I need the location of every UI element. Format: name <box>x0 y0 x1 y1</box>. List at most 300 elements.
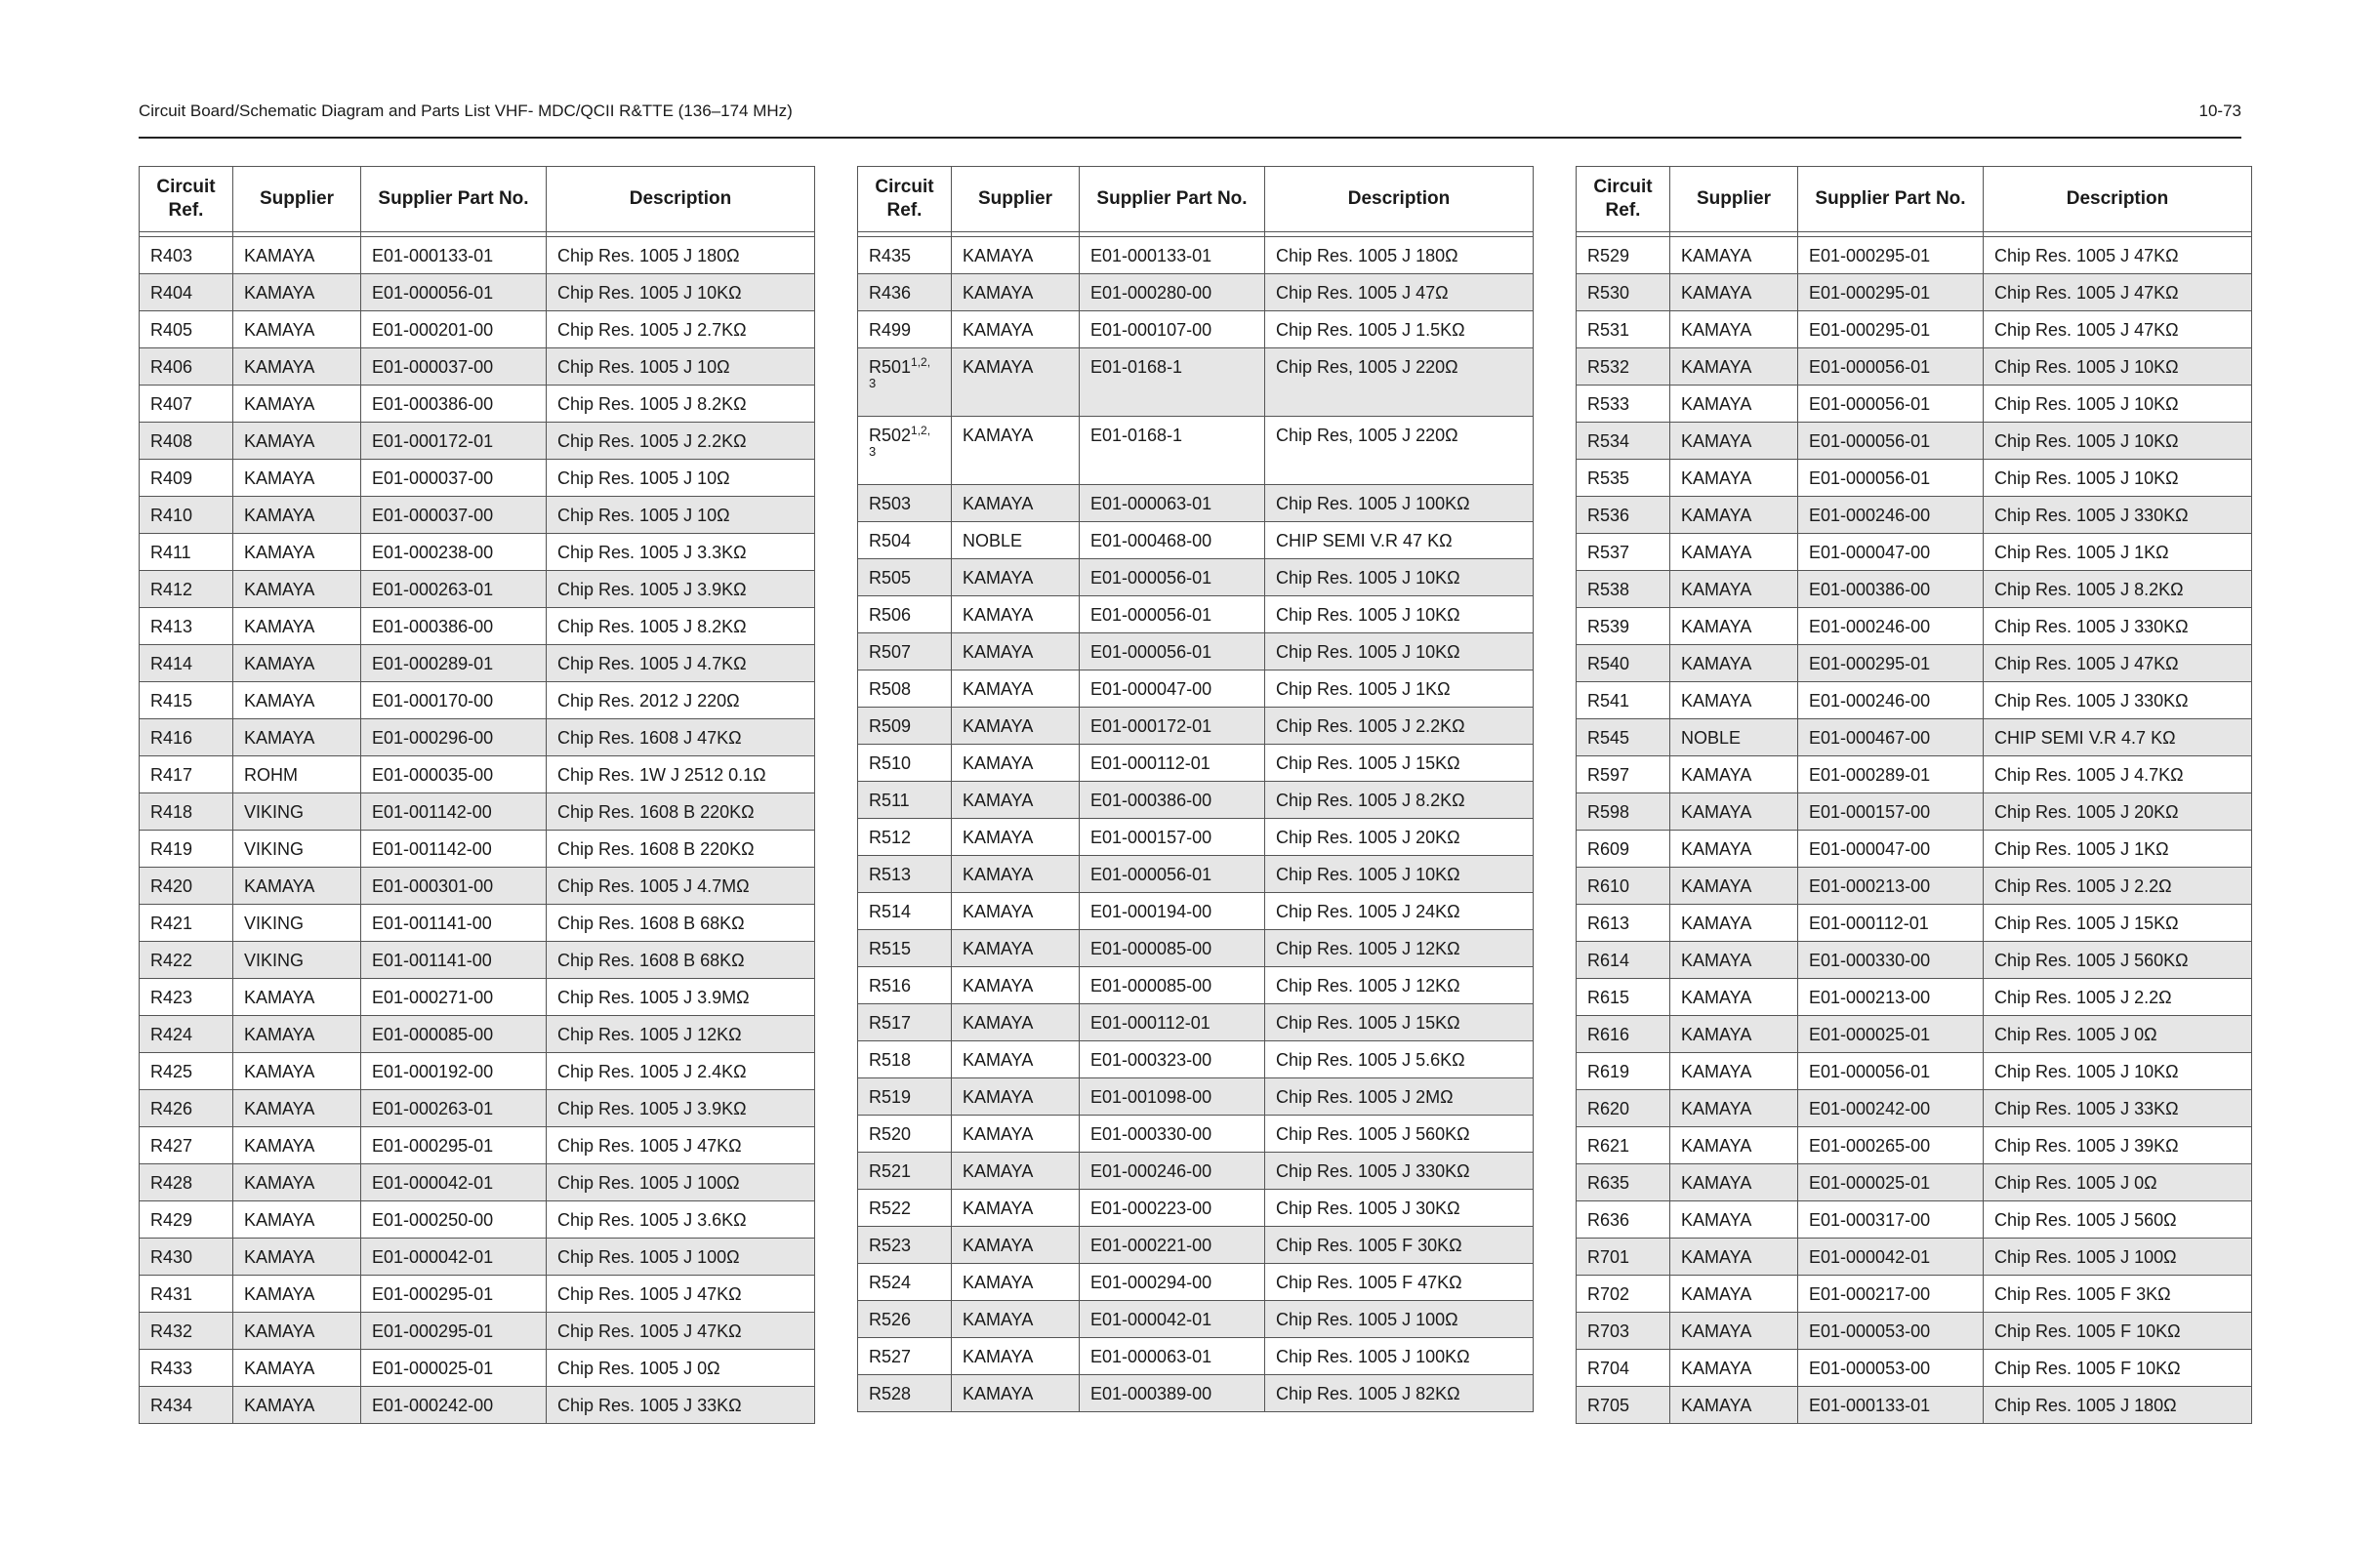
table-row <box>140 756 815 793</box>
cell-circuit-ref: R535 <box>1577 460 1670 497</box>
cell-circuit-ref: R416 <box>140 719 233 756</box>
table-row <box>140 1239 815 1276</box>
table-row <box>140 942 815 979</box>
cell-circuit-ref: R621 <box>1577 1127 1670 1164</box>
cell-circuit-ref: R512 <box>858 819 952 856</box>
cell-supplier: KAMAYA <box>233 1239 361 1276</box>
cell-circuit-ref: R407 <box>140 386 233 423</box>
cell-description: Chip Res. 1005 J 47Ω <box>1265 274 1534 311</box>
cell-part-no: E01-000063-01 <box>1080 485 1265 522</box>
cell-description: Chip Res. 1005 J 330KΩ <box>1265 1153 1534 1190</box>
cell-supplier: KAMAYA <box>233 423 361 460</box>
cell-part-no: E01-000246-00 <box>1798 497 1984 534</box>
cell-description: CHIP SEMI V.R 4.7 KΩ <box>1984 719 2252 756</box>
cell-supplier: KAMAYA <box>1670 645 1798 682</box>
cell-description: Chip Res. 1005 J 1.5KΩ <box>1265 311 1534 348</box>
cell-part-no: E01-000468-00 <box>1080 522 1265 559</box>
cell-supplier: KAMAYA <box>233 1387 361 1424</box>
table-row <box>858 819 1534 856</box>
parts-table-1 <box>139 166 815 1424</box>
cell-part-no: E01-000295-01 <box>1798 311 1984 348</box>
cell-description: Chip Res. 1005 J 560Ω <box>1984 1201 2252 1239</box>
cell-circuit-ref: R530 <box>1577 274 1670 311</box>
cell-supplier: KAMAYA <box>952 1004 1080 1041</box>
cell-description: Chip Res. 1005 J 100KΩ <box>1265 1338 1534 1375</box>
cell-description: Chip Res. 1005 J 3.9MΩ <box>547 979 815 1016</box>
table-row <box>858 1004 1534 1041</box>
cell-circuit-ref: R428 <box>140 1164 233 1201</box>
table-row <box>858 237 1534 274</box>
page-number: 10-73 <box>2198 102 2241 120</box>
table-row <box>1577 868 2252 905</box>
cell-supplier: KAMAYA <box>233 311 361 348</box>
cell-description: Chip Res. 1005 J 10KΩ <box>1984 386 2252 423</box>
cell-part-no: E01-000246-00 <box>1798 608 1984 645</box>
cell-description: Chip Res. 1005 J 1KΩ <box>1265 670 1534 708</box>
col-header-description: Description <box>547 167 815 232</box>
cell-circuit-ref: R424 <box>140 1016 233 1053</box>
table-row <box>140 831 815 868</box>
cell-circuit-ref: R635 <box>1577 1164 1670 1201</box>
cell-circuit-ref: R429 <box>140 1201 233 1239</box>
cell-part-no: E01-000301-00 <box>361 868 547 905</box>
cell-part-no: E01-000295-01 <box>1798 237 1984 274</box>
cell-supplier: KAMAYA <box>1670 942 1798 979</box>
cell-part-no: E01-000042-01 <box>1080 1301 1265 1338</box>
table-row <box>1577 348 2252 386</box>
table-row <box>858 311 1534 348</box>
cell-circuit-ref: R540 <box>1577 645 1670 682</box>
table-row <box>858 633 1534 670</box>
table-row <box>1577 1350 2252 1387</box>
cell-supplier: KAMAYA <box>1670 497 1798 534</box>
cell-description: Chip Res. 1005 J 10KΩ <box>1984 423 2252 460</box>
cell-supplier: KAMAYA <box>1670 682 1798 719</box>
cell-description: Chip Res. 1005 J 5.6KΩ <box>1265 1041 1534 1078</box>
cell-description: Chip Res. 1005 J 10KΩ <box>547 274 815 311</box>
col-header-circuit-ref: Circuit Ref. <box>858 167 952 232</box>
table-row <box>1577 1090 2252 1127</box>
cell-supplier: KAMAYA <box>233 534 361 571</box>
cell-description: Chip Res. 1005 J 330KΩ <box>1984 682 2252 719</box>
table-row <box>858 930 1534 967</box>
cell-circuit-ref: R517 <box>858 1004 952 1041</box>
cell-description: Chip Res. 1005 J 180Ω <box>547 237 815 274</box>
cell-supplier: VIKING <box>233 905 361 942</box>
cell-description: Chip Res. 1005 J 82KΩ <box>1265 1375 1534 1412</box>
table-row <box>140 719 815 756</box>
col-header-description: Description <box>1265 167 1534 232</box>
cell-supplier: KAMAYA <box>952 708 1080 745</box>
cell-supplier: KAMAYA <box>233 1164 361 1201</box>
table-row <box>140 1090 815 1127</box>
table-row <box>858 522 1534 559</box>
cell-circuit-ref: R636 <box>1577 1201 1670 1239</box>
cell-supplier: KAMAYA <box>952 1227 1080 1264</box>
cell-part-no: E01-001142-00 <box>361 831 547 868</box>
cell-description: Chip Res. 1005 J 2.4KΩ <box>547 1053 815 1090</box>
cell-part-no: E01-000112-01 <box>1080 745 1265 782</box>
cell-supplier: KAMAYA <box>952 893 1080 930</box>
cell-description: Chip Res. 1005 J 100Ω <box>547 1239 815 1276</box>
cell-part-no: E01-000157-00 <box>1798 793 1984 831</box>
table-row <box>140 348 815 386</box>
cell-part-no: E01-000037-00 <box>361 348 547 386</box>
cell-part-no: E01-000330-00 <box>1798 942 1984 979</box>
cell-part-no: E01-000246-00 <box>1798 682 1984 719</box>
cell-part-no: E01-000317-00 <box>1798 1201 1984 1239</box>
table-row <box>1577 979 2252 1016</box>
cell-supplier: KAMAYA <box>952 311 1080 348</box>
table-row <box>140 868 815 905</box>
footnote-ref: 1,2, <box>911 355 931 369</box>
cell-part-no: E01-000223-00 <box>1080 1190 1265 1227</box>
col-header-circuit-ref: Circuit Ref. <box>140 167 233 232</box>
parts-table-2 <box>857 166 1534 1412</box>
table-row <box>140 1016 815 1053</box>
cell-description: Chip Res. 1608 B 68KΩ <box>547 942 815 979</box>
cell-supplier: KAMAYA <box>233 868 361 905</box>
cell-part-no: E01-000242-00 <box>1798 1090 1984 1127</box>
table-row <box>1577 1313 2252 1350</box>
cell-circuit-ref: R702 <box>1577 1276 1670 1313</box>
cell-circuit-ref: R421 <box>140 905 233 942</box>
table-row <box>140 645 815 682</box>
cell-part-no: E01-000295-01 <box>1798 645 1984 682</box>
table-row <box>140 386 815 423</box>
cell-circuit-ref: R701 <box>1577 1239 1670 1276</box>
table-row <box>1577 905 2252 942</box>
cell-circuit-ref: R412 <box>140 571 233 608</box>
cell-description: Chip Res. 1005 J 12KΩ <box>1265 930 1534 967</box>
cell-description: Chip Res. 1005 J 15KΩ <box>1984 905 2252 942</box>
cell-part-no: E01-000323-00 <box>1080 1041 1265 1078</box>
cell-circuit-ref: R403 <box>140 237 233 274</box>
cell-supplier: KAMAYA <box>1670 1313 1798 1350</box>
cell-supplier: KAMAYA <box>233 1201 361 1239</box>
cell-circuit-ref: R507 <box>858 633 952 670</box>
cell-circuit-ref: R610 <box>1577 868 1670 905</box>
cell-description: Chip Res. 1608 B 68KΩ <box>547 905 815 942</box>
cell-supplier: KAMAYA <box>1670 1350 1798 1387</box>
cell-supplier: KAMAYA <box>952 967 1080 1004</box>
table-row <box>1577 608 2252 645</box>
cell-part-no: E01-000056-01 <box>1080 856 1265 893</box>
cell-supplier: KAMAYA <box>233 274 361 311</box>
cell-circuit-ref: R521 <box>858 1153 952 1190</box>
cell-circuit-ref: R527 <box>858 1338 952 1375</box>
cell-supplier: KAMAYA <box>952 1338 1080 1375</box>
cell-part-no: E01-000025-01 <box>1798 1164 1984 1201</box>
cell-circuit-ref: R425 <box>140 1053 233 1090</box>
cell-circuit-ref: R515 <box>858 930 952 967</box>
cell-circuit-ref: R533 <box>1577 386 1670 423</box>
col-header-supplier: Supplier <box>952 167 1080 232</box>
cell-part-no: E01-000112-01 <box>1798 905 1984 942</box>
table-row <box>140 311 815 348</box>
cell-circuit-ref: R411 <box>140 534 233 571</box>
table-row <box>858 1116 1534 1153</box>
cell-supplier: KAMAYA <box>1670 423 1798 460</box>
table-row <box>858 967 1534 1004</box>
cell-supplier: KAMAYA <box>233 1313 361 1350</box>
cell-part-no: E01-000250-00 <box>361 1201 547 1239</box>
cell-description: Chip Res. 1005 J 12KΩ <box>1265 967 1534 1004</box>
col-header-supplier: Supplier <box>1670 167 1798 232</box>
table-row <box>1577 1201 2252 1239</box>
cell-part-no: E01-000042-01 <box>361 1164 547 1201</box>
cell-description: Chip Res. 1005 J 2.2KΩ <box>547 423 815 460</box>
cell-part-no: E01-000296-00 <box>361 719 547 756</box>
cell-description: Chip Res. 1005 J 330KΩ <box>1984 608 2252 645</box>
cell-circuit-ref: R415 <box>140 682 233 719</box>
cell-circuit-ref: R413 <box>140 608 233 645</box>
cell-circuit-ref: R508 <box>858 670 952 708</box>
cell-supplier: KAMAYA <box>1670 868 1798 905</box>
cell-supplier: KAMAYA <box>1670 1276 1798 1313</box>
cell-circuit-ref: R545 <box>1577 719 1670 756</box>
cell-part-no: E01-000133-01 <box>361 237 547 274</box>
cell-circuit-ref: R504 <box>858 522 952 559</box>
table-row <box>140 1313 815 1350</box>
cell-description: Chip Res. 1005 J 15KΩ <box>1265 1004 1534 1041</box>
cell-part-no: E01-000386-00 <box>361 608 547 645</box>
cell-part-no: E01-001142-00 <box>361 793 547 831</box>
cell-part-no: E01-000172-01 <box>1080 708 1265 745</box>
cell-part-no: E01-000037-00 <box>361 460 547 497</box>
cell-part-no: E01-000037-00 <box>361 497 547 534</box>
cell-part-no: E01-000085-00 <box>1080 930 1265 967</box>
table-row <box>140 571 815 608</box>
cell-part-no: E01-000056-01 <box>1080 596 1265 633</box>
cell-description: Chip Res. 1005 J 33KΩ <box>547 1387 815 1424</box>
cell-description: Chip Res. 1005 J 12KΩ <box>547 1016 815 1053</box>
cell-description: Chip Res. 1005 J 10Ω <box>547 460 815 497</box>
cell-supplier: KAMAYA <box>233 1350 361 1387</box>
cell-circuit-ref: R422 <box>140 942 233 979</box>
cell-description: Chip Res. 1005 J 4.7KΩ <box>547 645 815 682</box>
cell-description: Chip Res. 1608 B 220KΩ <box>547 793 815 831</box>
cell-part-no: E01-000133-01 <box>1080 237 1265 274</box>
table-row <box>858 670 1534 708</box>
cell-description: Chip Res. 1005 J 3.3KΩ <box>547 534 815 571</box>
cell-supplier: KAMAYA <box>952 417 1080 485</box>
cell-circuit-ref: R519 <box>858 1078 952 1116</box>
cell-supplier: KAMAYA <box>1670 1164 1798 1201</box>
cell-description: Chip Res. 1005 J 20KΩ <box>1265 819 1534 856</box>
cell-circuit-ref: R410 <box>140 497 233 534</box>
cell-part-no: E01-000271-00 <box>361 979 547 1016</box>
footnote-ref-continued: 3 <box>869 444 877 459</box>
cell-supplier: KAMAYA <box>1670 756 1798 793</box>
cell-description: Chip Res. 1W J 2512 0.1Ω <box>547 756 815 793</box>
cell-part-no: E01-000242-00 <box>361 1387 547 1424</box>
cell-supplier: KAMAYA <box>952 1041 1080 1078</box>
table-row <box>858 1041 1534 1078</box>
table-row <box>858 782 1534 819</box>
cell-part-no: E01-000056-01 <box>1798 348 1984 386</box>
cell-description: Chip Res, 1005 J 220Ω <box>1265 348 1534 417</box>
table-row <box>1577 460 2252 497</box>
cell-description: Chip Res. 1005 J 15KΩ <box>1265 745 1534 782</box>
cell-supplier: KAMAYA <box>233 348 361 386</box>
cell-part-no: E01-000047-00 <box>1798 831 1984 868</box>
cell-supplier: KAMAYA <box>952 485 1080 522</box>
table-row <box>1577 386 2252 423</box>
cell-part-no: E01-001141-00 <box>361 942 547 979</box>
cell-supplier: KAMAYA <box>1670 1239 1798 1276</box>
cell-supplier: KAMAYA <box>233 571 361 608</box>
cell-supplier: KAMAYA <box>1670 831 1798 868</box>
table-row <box>1577 497 2252 534</box>
cell-supplier: KAMAYA <box>1670 237 1798 274</box>
cell-part-no: E01-000201-00 <box>361 311 547 348</box>
cell-description: Chip Res. 1005 J 47KΩ <box>1984 645 2252 682</box>
table-row <box>858 708 1534 745</box>
table-row <box>858 856 1534 893</box>
cell-circuit-ref: R528 <box>858 1375 952 1412</box>
footnote-ref: 1,2, <box>911 424 931 437</box>
cell-part-no: E01-000063-01 <box>1080 1338 1265 1375</box>
cell-part-no: E01-000056-01 <box>1798 423 1984 460</box>
cell-part-no: E01-000133-01 <box>1798 1387 1984 1424</box>
cell-supplier: KAMAYA <box>233 1016 361 1053</box>
cell-circuit-ref: R430 <box>140 1239 233 1276</box>
cell-part-no: E01-000025-01 <box>1798 1016 1984 1053</box>
cell-circuit-ref: R405 <box>140 311 233 348</box>
table-row <box>140 905 815 942</box>
cell-supplier: KAMAYA <box>1670 311 1798 348</box>
cell-part-no: E01-000056-01 <box>1798 1053 1984 1090</box>
table-row <box>1577 1127 2252 1164</box>
table-row <box>858 559 1534 596</box>
cell-description: Chip Res. 1005 J 0Ω <box>1984 1164 2252 1201</box>
cell-supplier: KAMAYA <box>1670 386 1798 423</box>
cell-supplier: KAMAYA <box>952 782 1080 819</box>
cell-circuit-ref: R598 <box>1577 793 1670 831</box>
cell-part-no: E01-000053-00 <box>1798 1313 1984 1350</box>
cell-description: Chip Res. 1005 J 47KΩ <box>1984 311 2252 348</box>
table-row <box>140 1201 815 1239</box>
cell-supplier: KAMAYA <box>952 670 1080 708</box>
cell-supplier: KAMAYA <box>952 633 1080 670</box>
cell-circuit-ref: R503 <box>858 485 952 522</box>
cell-circuit-ref: R705 <box>1577 1387 1670 1424</box>
cell-description: Chip Res. 1005 J 24KΩ <box>1265 893 1534 930</box>
col-header-part-no: Supplier Part No. <box>1798 167 1984 232</box>
cell-description: Chip Res. 1005 J 10KΩ <box>1265 856 1534 893</box>
cell-supplier: KAMAYA <box>1670 1201 1798 1239</box>
cell-part-no: E01-000170-00 <box>361 682 547 719</box>
cell-circuit-ref: R414 <box>140 645 233 682</box>
cell-description: Chip Res. 1005 J 100Ω <box>547 1164 815 1201</box>
cell-part-no: E01-000056-01 <box>1080 633 1265 670</box>
col-header-description: Description <box>1984 167 2252 232</box>
table-row <box>140 1053 815 1090</box>
cell-part-no: E01-000295-01 <box>361 1127 547 1164</box>
cell-part-no: E01-000157-00 <box>1080 819 1265 856</box>
cell-supplier: KAMAYA <box>1670 793 1798 831</box>
cell-part-no: E01-000280-00 <box>1080 274 1265 311</box>
cell-circuit-ref: R419 <box>140 831 233 868</box>
cell-description: Chip Res. 1005 J 2.7KΩ <box>547 311 815 348</box>
cell-supplier: KAMAYA <box>233 386 361 423</box>
cell-supplier: KAMAYA <box>952 348 1080 417</box>
cell-description: Chip Res. 1005 F 47KΩ <box>1265 1264 1534 1301</box>
table-row <box>140 534 815 571</box>
cell-supplier: KAMAYA <box>233 497 361 534</box>
cell-circuit-ref: R524 <box>858 1264 952 1301</box>
cell-supplier: NOBLE <box>1670 719 1798 756</box>
cell-supplier: KAMAYA <box>1670 534 1798 571</box>
cell-description: Chip Res. 1005 J 180Ω <box>1984 1387 2252 1424</box>
cell-supplier: ROHM <box>233 756 361 793</box>
cell-supplier: KAMAYA <box>1670 571 1798 608</box>
cell-description: Chip Res. 1005 J 8.2KΩ <box>547 608 815 645</box>
cell-circuit-ref: R523 <box>858 1227 952 1264</box>
table-row <box>140 793 815 831</box>
cell-part-no: E01-0168-1 <box>1080 417 1265 485</box>
cell-description: Chip Res. 1608 J 47KΩ <box>547 719 815 756</box>
cell-supplier: KAMAYA <box>1670 905 1798 942</box>
cell-supplier: KAMAYA <box>1670 1387 1798 1424</box>
cell-description: Chip Res. 1005 J 560KΩ <box>1265 1116 1534 1153</box>
table-row <box>1577 274 2252 311</box>
cell-circuit-ref: R513 <box>858 856 952 893</box>
cell-description: Chip Res. 1608 B 220KΩ <box>547 831 815 868</box>
table-row <box>858 893 1534 930</box>
cell-circuit-ref: R409 <box>140 460 233 497</box>
cell-description: Chip Res. 1005 J 0Ω <box>1984 1016 2252 1053</box>
cell-part-no: E01-000042-01 <box>1798 1239 1984 1276</box>
cell-circuit-ref: R514 <box>858 893 952 930</box>
cell-part-no: E01-000213-00 <box>1798 868 1984 905</box>
cell-description: Chip Res. 1005 J 330KΩ <box>1984 497 2252 534</box>
col-header-circuit-ref: Circuit Ref. <box>1577 167 1670 232</box>
cell-part-no: E01-000330-00 <box>1080 1116 1265 1153</box>
table-row <box>858 1153 1534 1190</box>
cell-description: Chip Res. 1005 J 4.7KΩ <box>1984 756 2252 793</box>
cell-supplier: KAMAYA <box>952 274 1080 311</box>
cell-part-no: E01-000217-00 <box>1798 1276 1984 1313</box>
cell-circuit-ref: R615 <box>1577 979 1670 1016</box>
cell-description: Chip Res. 1005 J 20KΩ <box>1984 793 2252 831</box>
cell-description: Chip Res. 1005 J 47KΩ <box>547 1313 815 1350</box>
table-row <box>140 1387 815 1424</box>
cell-supplier: KAMAYA <box>1670 979 1798 1016</box>
cell-part-no: E01-000246-00 <box>1080 1153 1265 1190</box>
cell-description: Chip Res. 1005 J 10KΩ <box>1265 596 1534 633</box>
cell-supplier: KAMAYA <box>233 237 361 274</box>
cell-description: Chip Res. 1005 J 10KΩ <box>1265 559 1534 596</box>
cell-part-no: E01-0168-1 <box>1080 348 1265 417</box>
cell-supplier: KAMAYA <box>1670 274 1798 311</box>
cell-description: Chip Res. 1005 F 3KΩ <box>1984 1276 2252 1313</box>
table-row <box>140 274 815 311</box>
cell-description: Chip Res. 1005 J 39KΩ <box>1984 1127 2252 1164</box>
cell-part-no: E01-000263-01 <box>361 571 547 608</box>
cell-supplier: KAMAYA <box>1670 1053 1798 1090</box>
cell-supplier: KAMAYA <box>952 1264 1080 1301</box>
table-row <box>140 1127 815 1164</box>
cell-description: Chip Res. 1005 J 2.2Ω <box>1984 979 2252 1016</box>
cell-description: Chip Res. 1005 J 3.9KΩ <box>547 1090 815 1127</box>
cell-description: Chip Res. 1005 J 2MΩ <box>1265 1078 1534 1116</box>
cell-circuit-ref: R538 <box>1577 571 1670 608</box>
cell-description: Chip Res, 1005 J 220Ω <box>1265 417 1534 485</box>
circuit-ref-text: R502 <box>869 426 912 445</box>
table-row <box>1577 756 2252 793</box>
